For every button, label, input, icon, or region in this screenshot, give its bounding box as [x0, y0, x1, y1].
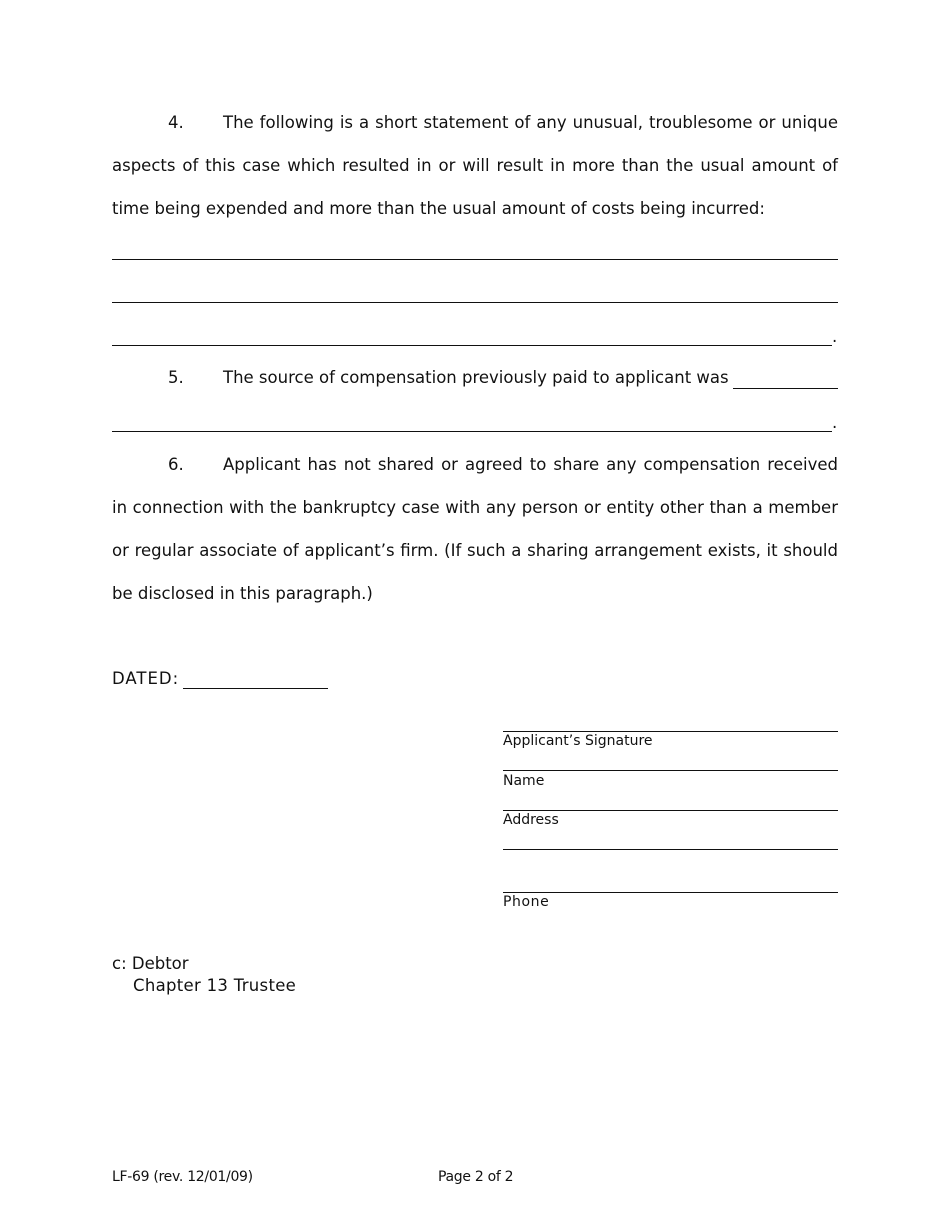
paragraph-5 [168, 368, 729, 387]
address-label: Address [503, 812, 559, 828]
response-line-2[interactable] [112, 302, 838, 303]
paragraph-4-text: The following is a short statement of any unusual, troublesome or unique aspects of this case which resulted in or will result in more than the usual amount of time being expended and more than the usual amount of costs being incurred: [112, 113, 838, 218]
dated-line[interactable] [183, 688, 328, 689]
name-line[interactable] [503, 770, 838, 771]
form-id: LF-69 (rev. 12/01/09) [112, 1169, 253, 1185]
paragraph-6-number: 6. [168, 455, 184, 474]
cc-trustee: Chapter 13 Trustee [133, 976, 297, 995]
paragraph-4 [112, 101, 838, 230]
signature-label: Applicant’s Signature [503, 733, 653, 749]
compensation-source-line-1[interactable] [733, 388, 838, 389]
name-label: Name [503, 773, 545, 789]
compensation-source-period: . [832, 413, 838, 432]
phone-label: Phone [503, 894, 550, 910]
paragraph-4-number: 4. [168, 113, 184, 132]
phone-line[interactable] [503, 892, 838, 893]
response-line-1[interactable] [112, 259, 838, 260]
signature-line[interactable] [503, 731, 838, 732]
response-line-3[interactable] [112, 345, 832, 346]
paragraph-6 [112, 443, 838, 615]
dated-label: DATED: [112, 669, 180, 688]
page-number: Page 2 of 2 [438, 1169, 514, 1185]
paragraph-5-text: The source of compensation previously paid to applicant was [223, 368, 729, 387]
response-line-3-period: . [832, 327, 838, 346]
cc-debtor: c: Debtor [112, 954, 189, 973]
paragraph-6-text: Applicant has not shared or agreed to share any compensation received in connection with the bankruptcy case with any person or entity other than a member or regular associate of applicant’s firm. (If such a sharing arrangement exists, it should be disclosed in this paragraph.) [112, 455, 838, 603]
address-line[interactable] [503, 810, 838, 811]
compensation-source-line-2[interactable] [112, 431, 832, 432]
paragraph-5-number: 5. [168, 368, 184, 387]
address-line-2[interactable] [503, 849, 838, 850]
